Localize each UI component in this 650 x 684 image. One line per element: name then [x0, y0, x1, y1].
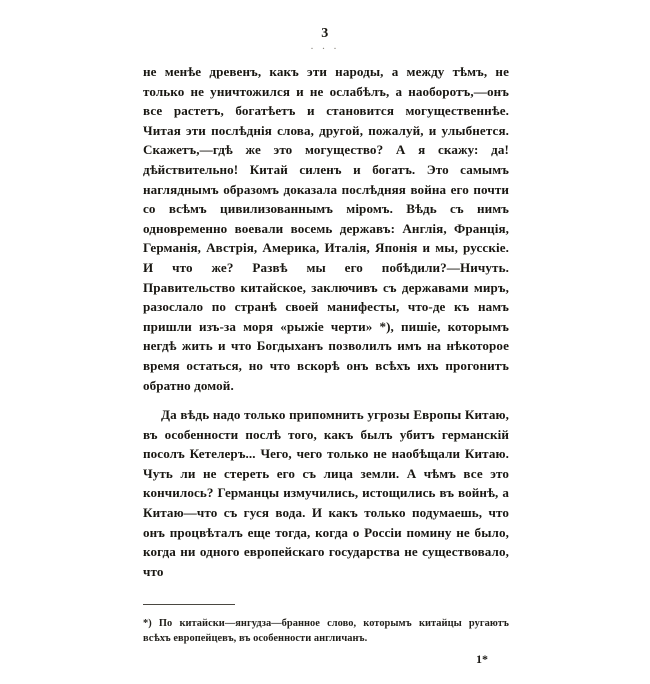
page-number: 3 [321, 26, 329, 41]
signature-mark: 1* [476, 652, 488, 666]
paragraph-1: не менѣе древенъ, какъ эти народы, а между тѣмъ, не только не уничтожился и не ослабѣлъ, а наоборотъ,—онъ все растетъ, богатѣетъ и становится могущественнѣе. Читая эти послѣднія слова, другой, пожалуй, и улыбнется. Скажетъ,—гдѣ же это могущество? А я скажу: да! дѣйствительно! Китай силенъ и богатъ. Это самымъ нагляднымъ образомъ доказала послѣдняя война его почти со всѣмъ цивилизованнымъ міромъ. Вѣдь съ нимъ одновременно воевали восемь державъ: Англія, Франція, Германія, Австрія, Америка, Италія, Японія и мы, русскіе. И что же? Развѣ мы его побѣдили?—Ничуть. Правительство китайское, заключивъ съ державами миръ, разослало по странѣ своей манифесты, что-де къ намъ пришли изъ-за моря «рыжіе черти» *), пишіе, которымъ негдѣ жить и что Богдыханъ позволилъ имъ на нѣкоторое время остаться, но что вскорѣ онъ всѣхъ ихъ прогонитъ обратно домой. [143, 64, 509, 393]
footnote-text: *) По китайски—янгудза—бранное слово, которымъ китайцы ругаютъ всѣхъ европейцевъ, въ особенности англичанъ. [143, 618, 509, 644]
body-text [143, 62, 509, 581]
page-number-dots: . . . [310, 40, 340, 52]
paragraph-2: Да вѣдь надо только припомнить угрозы Европы Китаю, въ особенности послѣ того, какъ былъ убитъ германскій посолъ Кетелеръ... Чего, чего только не наобѣщали Китаю. Чуть ли не стереть его съ лица земли. А чѣмъ все это кончилось? Германцы измучились, истощились въ войнѣ, а Китаю—что съ гуся вода. И какъ только подумаешь, что онъ процвѣталъ еще тогда, когда о Россіи помину не было, когда ни одного европейскаго государства не существовало, что [143, 407, 509, 579]
footnote-divider [143, 604, 235, 605]
